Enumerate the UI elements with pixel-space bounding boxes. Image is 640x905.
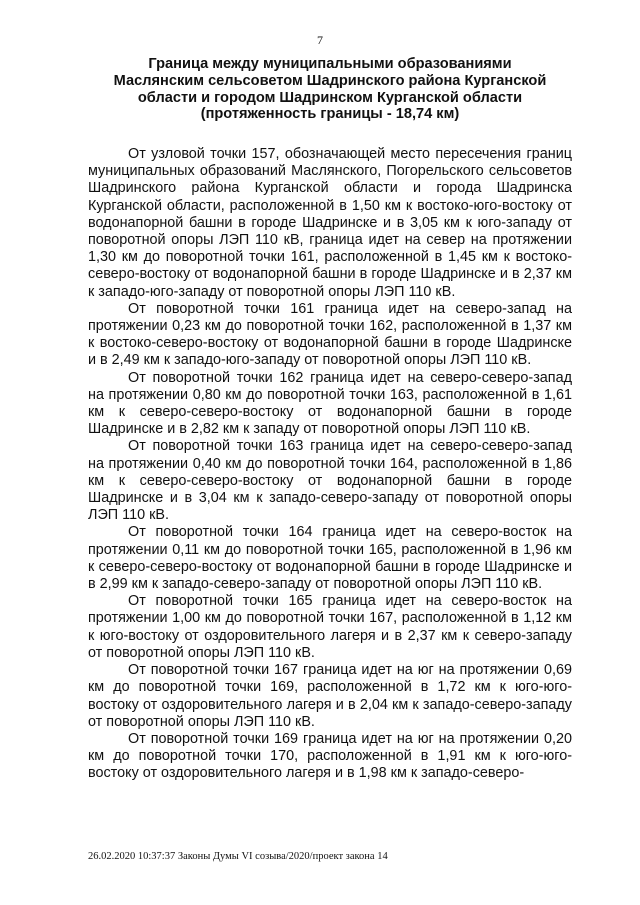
document-title	[90, 56, 570, 123]
paragraph: От поворотной точки 162 граница идет на северо-северо-запад на протяжении 0,80 км до поворотной точки 163, расположенной в 1,61 км к северо-северо-востоку от водонапорной башни в городе Шадринске и в 2,82 км к западу от поворотной опоры ЛЭП 110 кВ.	[88, 369, 572, 438]
document-footer: 26.02.2020 10:37:37 Законы Думы VI созыва/2020/проект закона 14	[88, 851, 388, 862]
paragraph: От поворотной точки 169 граница идет на юг на протяжении 0,20 км до поворотной точки 170, расположенной в 1,91 км к юго-юго-востоку от оздоровительного лагеря и в 1,98 км к западо-северо-	[88, 730, 572, 782]
title-line: Граница между муниципальными образованиями	[148, 56, 512, 72]
paragraph: От поворотной точки 167 граница идет на юг на протяжении 0,69 км до поворотной точки 169, расположенной в 1,72 км к юго-юго-востоку от оздоровительного лагеря и в 2,04 км к западо-северо-западу от поворотной опоры ЛЭП 110 кВ.	[88, 662, 572, 730]
title-line: (протяженность границы - 18,74 км)	[200, 106, 460, 123]
page-number: 7	[317, 33, 323, 47]
paragraph: От поворотной точки 161 граница идет на северо-запад на протяжении 0,23 км до поворотной точки 162, расположенной в 1,37 км к востоко-северо-востоку от водонапорной башни в городе Шадринске и в 2,49 км к западо-юго-западу от поворотной опоры ЛЭП 110 кВ.	[88, 300, 572, 369]
paragraph: От поворотной точки 164 граница идет на северо-восток на протяжении 0,11 км до поворотной точки 165, расположенной в 1,96 км к северо-северо-востоку от водонапорной башни в городе Шадринске и в 2,99 км к западо-северо-западу от поворотной опоры ЛЭП 110 кВ.	[88, 524, 572, 593]
title-line: области и городом Шадринском Курганской области	[137, 89, 523, 106]
paragraph: От поворотной точки 163 граница идет на северо-северо-запад на протяжении 0,40 км до поворотной точки 164, расположенной в 1,86 км к северо-северо-востоку от водонапорной башни в городе Шадринске и в 3,04 км к западо-северо-западу от поворотной опоры ЛЭП 110 кВ.	[88, 438, 572, 524]
paragraph: От поворотной точки 165 граница идет на северо-восток на протяжении 1,00 км до поворотной точки 167, расположенной в 1,12 км к юго-востоку от оздоровительного лагеря и в 2,37 км к северо-западу от поворотной опоры ЛЭП 110 кВ.	[88, 593, 572, 661]
paragraph: От узловой точки 157, обозначающей место пересечения границ муниципальных образований Маслянского, Погорельского сельсоветов Шадринского района Курганской области и города Шадринска Курганской области, расположенной в 1,50 км к востоко-юго-востоку от водонапорной башни в городе Шадринске и в 3,05 км к юго-западу от поворотной опоры ЛЭП 110 кВ, граница идет на север на протяжении 1,30 км до поворотной точки 161, расположенной в 1,45 км к востоко-северо-востоку от водонапорной башни в городе Шадринске и в 2,37 км к западо-юго-западу от поворотной опоры ЛЭП 110 кВ.	[88, 146, 572, 300]
document-body	[88, 146, 572, 783]
title-line: Маслянским сельсоветом Шадринского района Курганской	[113, 72, 547, 89]
